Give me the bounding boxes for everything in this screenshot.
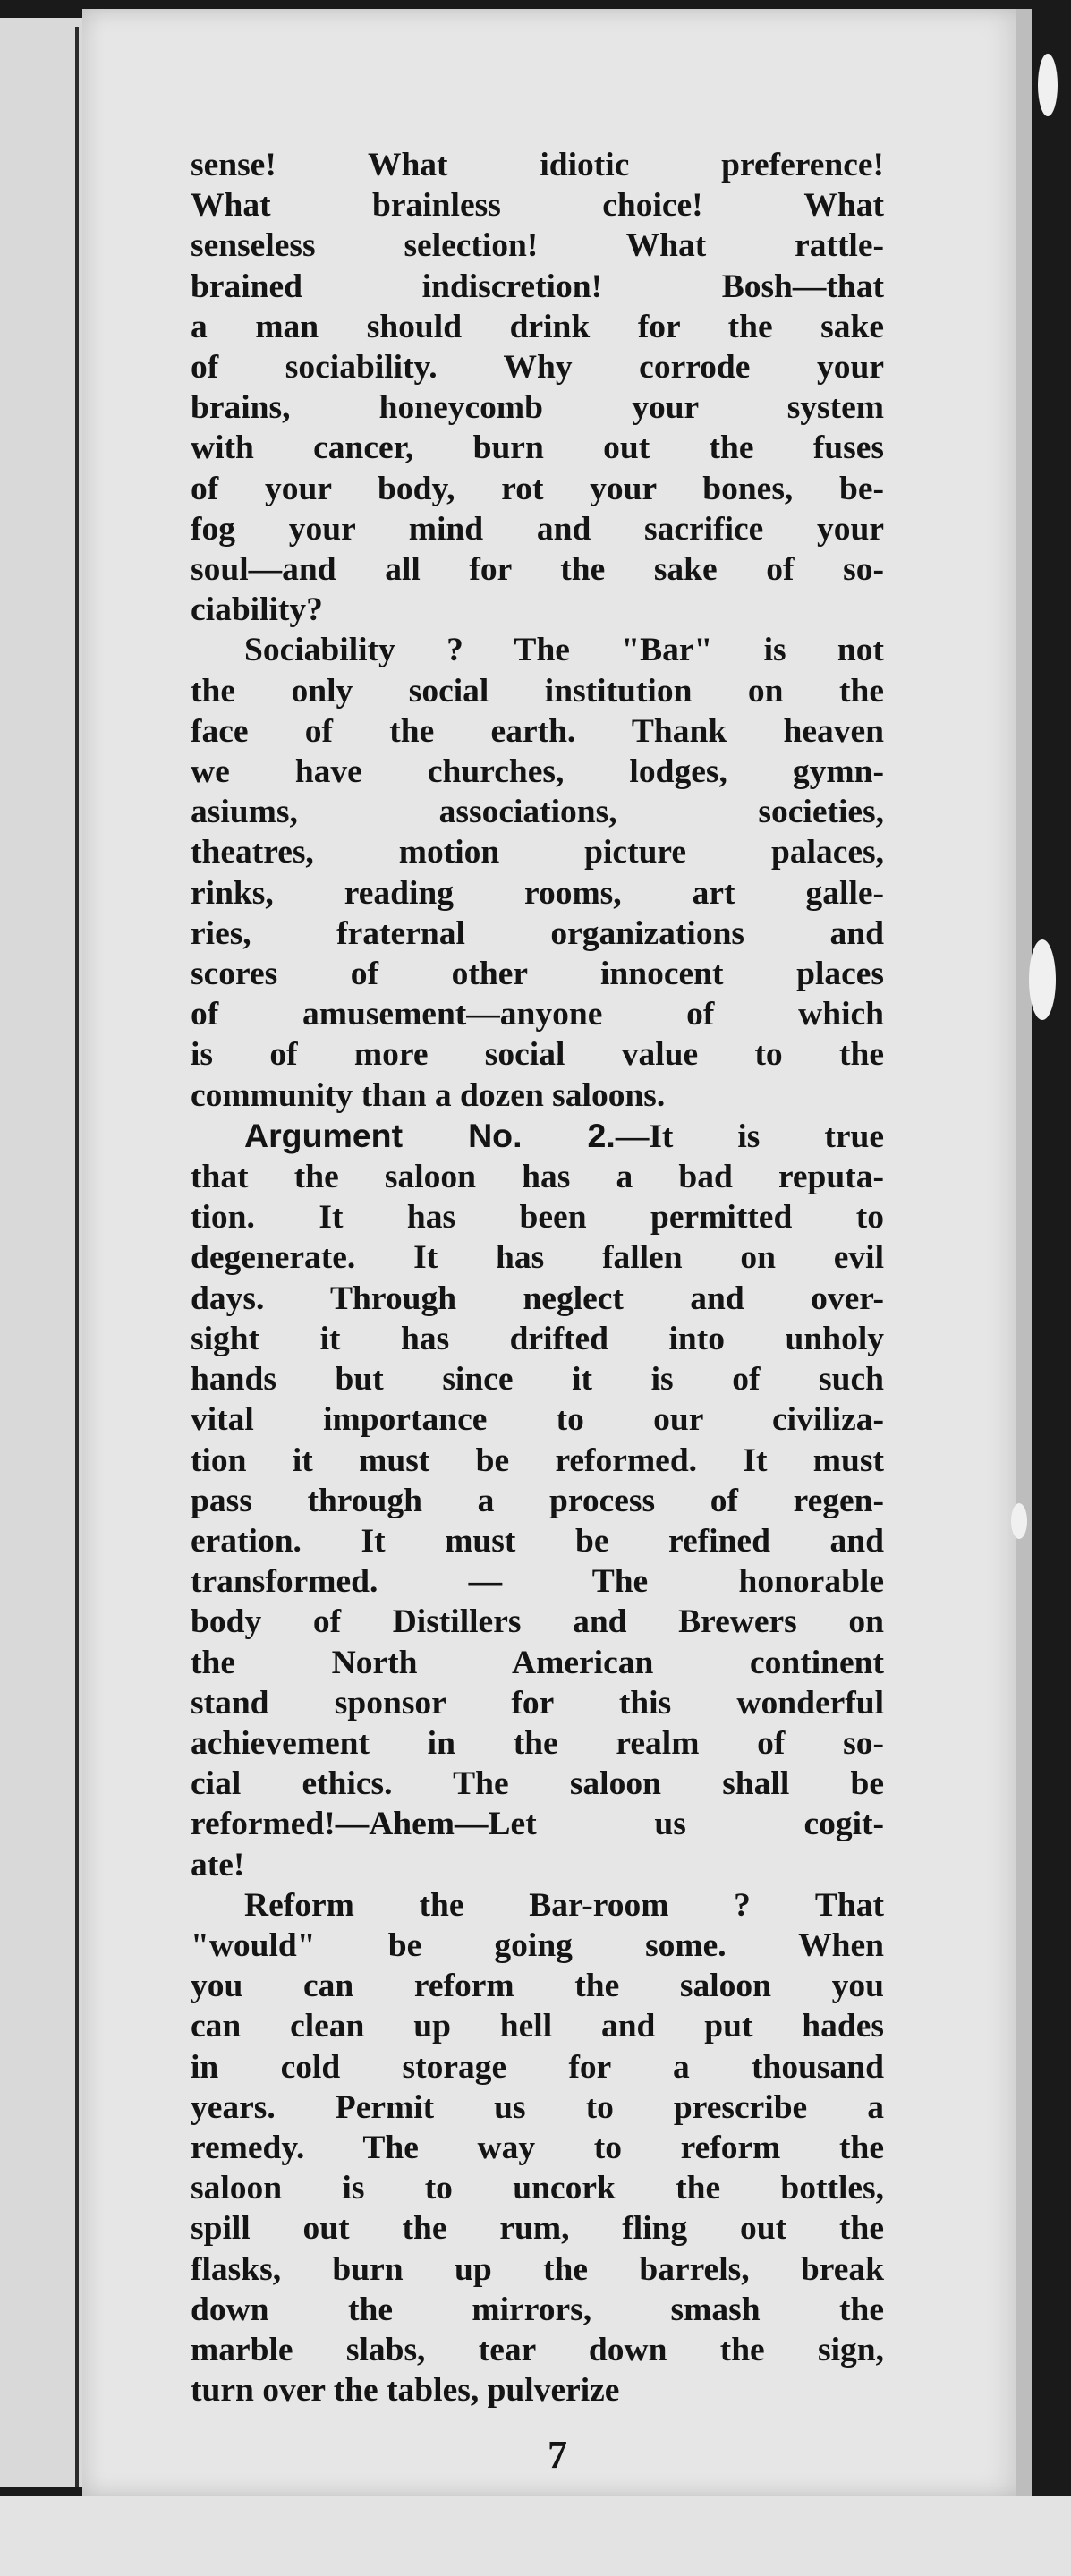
text-line: transformed. — The honorable [191,1563,884,1601]
text-line: community than a dozen saloons. [191,1076,666,1114]
text-line: hands but since it is of such [191,1361,884,1399]
text-line: is of more social value to the [191,1036,884,1074]
paragraph [191,1885,884,2411]
text-line: asiums, associations, societies, [191,794,884,831]
text-line: "would" be going some. When [191,1926,884,1964]
text-line: cial ethics. The saloon shall be [191,1765,884,1803]
paragraph [191,630,884,1115]
text-line: Reform the Bar-room ? That [244,1886,884,1924]
text-line: saloon is to uncork the bottles, [191,2170,884,2207]
text-line: of sociability. Why corrode your [191,349,884,387]
text-line: ciability? [191,591,323,629]
text-line: ate! [191,1846,245,1883]
paragraph [191,145,884,630]
text-line: rinks, reading rooms, art galle- [191,874,884,912]
text-line: brains, honeycomb your system [191,389,884,427]
text-line: you can reform the saloon you [191,1968,884,2005]
text-line: spill out the rum, fling out the [191,2210,884,2248]
text-line: turn over the tables, pulverize [191,2372,620,2410]
text-line: can clean up hell and put hades [191,2008,884,2045]
facing-page-edge [0,18,85,2487]
text-line: Sociability ? The "Bar" is not [244,632,884,669]
text-line: tion. It has been permitted to [191,1199,884,1237]
text-line: degenerate. It has fallen on evil [191,1239,884,1277]
text-line: reformed!—Ahem—Let us cogit- [191,1806,884,1843]
text-line: body of Distillers and Brewers on [191,1603,884,1641]
text-line: brained indiscretion! Bosh—that [191,268,884,305]
article-text [191,145,884,2410]
text-line: vital importance to our civiliza- [191,1401,884,1439]
text-line: eration. It must be refined and [191,1522,884,1560]
text-line: face of the earth. Thank heaven [191,712,884,750]
text-fragment: —It is true [615,1118,884,1155]
text-line: the only social institution on the [191,672,884,710]
text-line: soul—and all for the sake of so- [191,551,884,589]
text-line: remedy. The way to reform the [191,2129,884,2166]
text-line: achievement in the realm of so- [191,1724,884,1762]
text-line: sight it has drifted into unholy [191,1320,884,1357]
text-line: down the mirrors, smash the [191,2291,884,2328]
argument-heading: Argument No. 2. [244,1116,616,1154]
text-line: in cold storage for a thousand [191,2048,884,2086]
text-line: years. Permit us to prescribe a [191,2088,884,2126]
text-line: tion it must be reformed. It must [191,1441,884,1479]
scan-speck [1011,1503,1027,1539]
page-edge-shadow [1016,9,1032,2496]
text-line: theatres, motion picture palaces, [191,834,884,871]
text-line: flasks, burn up the barrels, break [191,2250,884,2288]
text-line: What brainless choice! What [191,187,884,225]
text-line: senseless selection! What rattle- [191,227,884,265]
scan-speck [1029,939,1056,1020]
text-line: we have churches, lodges, gymn- [191,753,884,791]
binding-shadow [75,27,79,2487]
text-line: pass through a process of regen- [191,1482,884,1519]
text-line: with cancer, burn out the fuses [191,429,884,467]
bottom-margin-strip [0,2496,1071,2576]
page-number: 7 [548,2433,567,2477]
text-line: of your body, rot your bones, be- [191,470,884,507]
scan-speck [1038,54,1058,116]
text-line: days. Through neglect and over- [191,1279,884,1317]
text-line: that the saloon has a bad reputa- [191,1159,884,1196]
text-line: the North American continent [191,1644,884,1681]
text-line [191,1116,884,1157]
paragraph [191,1116,884,1885]
text-line: marble slabs, tear down the sign, [191,2331,884,2368]
text-line: sense! What idiotic preference! [191,147,884,183]
text-line: scores of other innocent places [191,956,884,993]
text-line: of amusement—anyone of which [191,996,884,1033]
text-line: fog your mind and sacrifice your [191,510,884,548]
text-line: ries, fraternal organizations and [191,914,884,952]
text-line: a man should drink for the sake [191,308,884,345]
text-line: stand sponsor for this wonderful [191,1684,884,1722]
